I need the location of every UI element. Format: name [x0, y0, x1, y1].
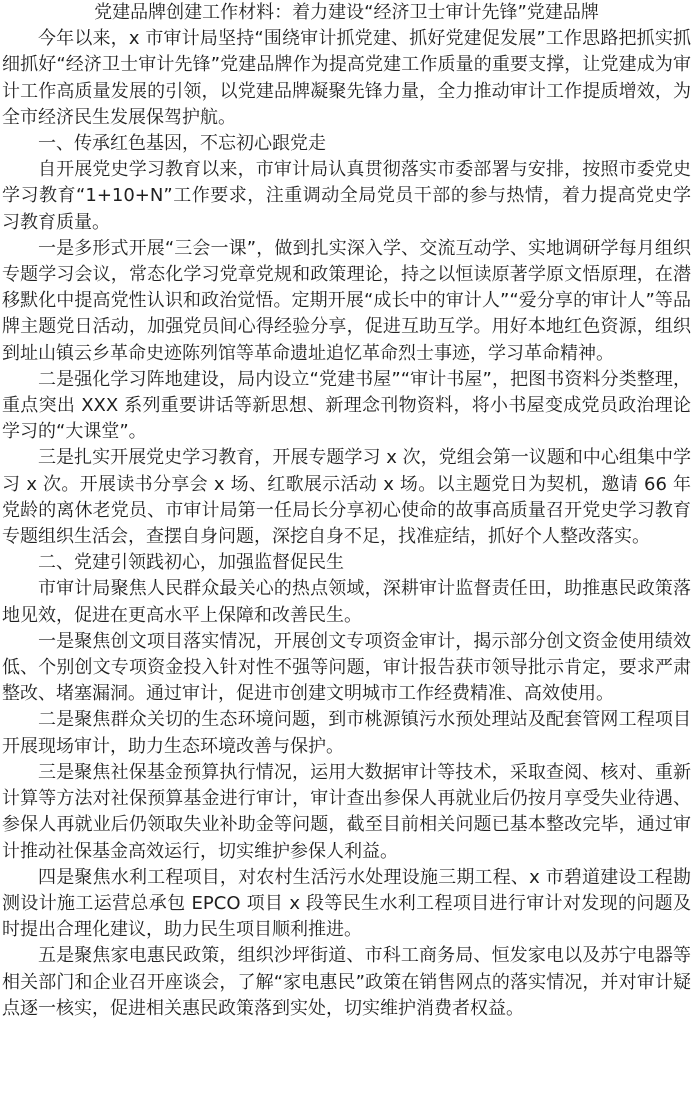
document-title: 党建品牌创建工作材料：着力建设“经济卫士审计先锋”党建品牌: [94, 2, 599, 23]
intro-paragraph: 今年以来，x 市审计局坚持“围绕审计抓党建、抓好党建促发展”工作思路把抓实抓细抓好“经济卫士审计先锋”党建品牌作为提高党建工作质量的重要支撑，让党建成为审计工作高质量发展的引领，以党建品牌凝聚先锋力量，全力推动审计工作提质增效，为全市经济民生发展保驾护航。: [2, 28, 691, 128]
section-heading-2: 二、党建引领践初心，加强监督促民生: [38, 552, 344, 574]
section-2-paragraph: 二是聚焦群众关切的生态环境问题，到市桃源镇污水预处理站及配套管网工程项目开展现场审计，助力生态环境改善与保护。: [2, 709, 691, 757]
section-heading-1: 一、传承红色基因，不忘初心跟党走: [38, 133, 326, 155]
section-2-paragraph: 一是聚焦创文项目落实情况，开展创文专项资金审计，揭示部分创文资金使用绩效低、个别创文专项资金投入针对性不强等问题，审计报告获市领导批示肯定，要求严肃整改、堵塞漏洞。通过审计，促进市创建文明城市工作经费精准、高效使用。: [2, 630, 691, 705]
section-1-paragraph: 三是扎实开展党史学习教育，开展专题学习 x 次，党组会第一议题和中心组集中学习 x 次。开展读书分享会 x 场、红歌展示活动 x 场。以主题党日为契机，邀请 66 年党龄的离休老党员、市审计局第一任局长分享初心使命的故事高质量召开党史学习教育专题组织生活会，查摆自身问题，深挖自身不足，找准症结，抓好个人整改落实。: [2, 447, 691, 548]
section-2-paragraph: 四是聚焦水利工程项目，对农村生活污水处理设施三期工程、x 市碧道建设工程勘测设计施工运营总承包 EPCO 项目 x 段等民生水利工程项目进行审计对发现的问题及时提出合理化建议，助力民生项目顺利推进。: [2, 866, 691, 941]
section-2-paragraph: 市审计局聚焦人民群众最关心的热点领域，深耕审计监督责任田，助推惠民政策落地见效，促进在更高水平上保障和改善民生。: [2, 578, 691, 626]
section-1-paragraph: 二是强化学习阵地建设，局内设立“党建书屋”“审计书屋”，把图书资料分类整理，重点突出 XXX 系列重要讲话等新思想、新理念刊物资料，将小书屋变成党员政治理论学习的“大课堂”。: [2, 368, 691, 443]
section-2-paragraph: 五是聚焦家电惠民政策，组织沙坪街道、市科工商务局、恒发家电以及苏宁电器等相关部门和企业召开座谈会，了解“家电惠民”政策在销售网点的落实情况，并对审计疑点逐一核实，促进相关惠民政策落到实处，切实维护消费者权益。: [2, 945, 691, 1019]
section-1-paragraph: 自开展党史学习教育以来，市审计局认真贯彻落实市委部署与安排，按照市委党史学习教育“1+10+N”工作要求，注重调动全局党员干部的参与热情，着力提高党史学习教育质量。: [2, 159, 691, 233]
section-1-paragraph: 一是多形式开展“三会一课”，做到扎实深入学、交流互动学、实地调研学每月组织专题学习会议，常态化学习党章党规和政策理论，持之以恒读原著学原文悟原理，在潜移默化中提高党性认识和政治觉悟。定期开展“成长中的审计人”“爱分享的审计人”等品牌主题党日活动，加强党员间心得经验分享，促进互助互学。用好本地红色资源，组织到址山镇云乡革命史迹陈列馆等革命遗址追忆革命烈士事迹，学习革命精神。: [2, 237, 691, 364]
section-2-paragraph: 三是聚焦社保基金预算执行情况，运用大数据审计等技术，采取查阅、核对、重新计算等方法对社保预算基金进行审计，审计查出参保人再就业后仍按月享受失业待遇、参保人再就业后仍领取失业补助金等问题，截至目前相关问题已基本整改完毕，通过审计推动社保基金高效运行，切实维护参保人利益。: [2, 761, 691, 862]
